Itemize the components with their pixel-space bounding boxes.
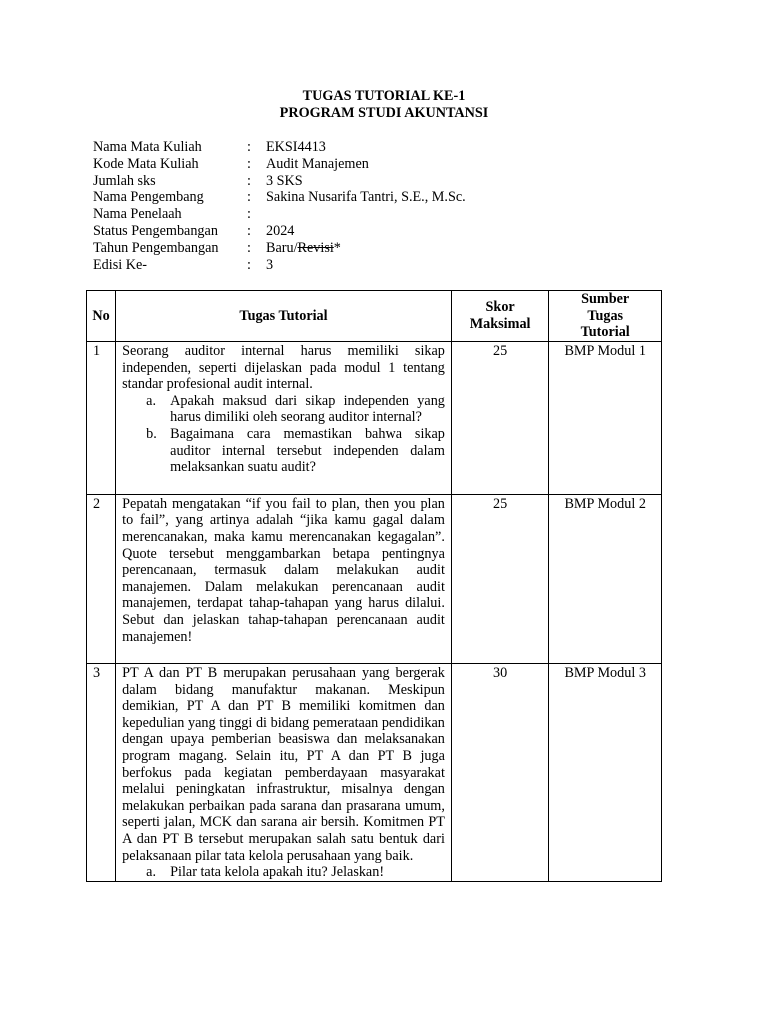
- info-value: Sakina Nusarifa Tantri, S.E., M.Sc.: [266, 189, 466, 206]
- table-row: [87, 494, 662, 663]
- info-value: [266, 240, 466, 257]
- row-number: 2: [87, 494, 116, 663]
- task-question: Pepatah mengatakan “if you fail to plan, then you plan to fail”, yang artinya adalah “jika kamu gagal dalam merencanakan, maka kamu merencanakan kegagalan”. Quote tersebut menggambarkan betapa pentingnya perencanaan, termasuk dalam melakukan audit manajemen. Dalam melakukan perencanaan audit manajemen, terdapat tahap-tahapan yang harus dilalui. Sebut dan jelaskan tahap-tahapan perencanaan audit manajemen!: [122, 495, 445, 645]
- info-value-prefix: Baru/: [266, 239, 298, 256]
- info-label: Nama Penelaah: [93, 206, 182, 223]
- header-score-line: Maksimal: [469, 316, 531, 332]
- task-source: BMP Modul 2: [549, 494, 662, 663]
- task-question: PT A dan PT B merupakan perusahaan yang bergerak dalam bidang manufaktur makanan. Meskipun demikian, PT A dan PT B memiliki komitmen dan kepedulian yang tinggi di bidang pemerataan pendidikan dengan upaya pemberian beasiswa dan melaksanakan program magang. Selain itu, PT A dan PT B juga berfokus pada kegiatan pemberdayaan masyarakat melalui peningkatan infrastruktur, misalnya dengan melakukan perbaikan pada sarana dan prasarana umum, seperti jalan, MCK dan sarana air bersih. Komitmen PT A dan PT B tersebut merupakan salah satu bentuk dari pelaksanaan pilar tata kelola perusahaan yang baik.: [122, 665, 445, 864]
- info-label: Nama Mata Kuliah: [93, 139, 202, 155]
- info-value: Audit Manajemen: [266, 155, 369, 172]
- sub-question-marker: b.: [146, 425, 157, 442]
- info-row: [93, 223, 466, 240]
- info-separator: :: [247, 239, 251, 256]
- task-question: Seorang auditor internal harus memiliki sikap independen, seperti dijelaskan pada modul 1 tentang standar profesional audit internal.: [122, 343, 445, 393]
- info-value: EKSI4413: [266, 139, 326, 155]
- info-separator: :: [247, 189, 251, 206]
- info-label: Nama Pengembang: [93, 189, 204, 206]
- info-value-suffix: *: [333, 239, 341, 256]
- header-task: Tugas Tutorial: [116, 291, 452, 342]
- sub-question: [122, 864, 445, 881]
- max-score: 30: [451, 664, 549, 882]
- info-row: [93, 206, 466, 223]
- info-value: 3 SKS: [266, 172, 303, 189]
- course-info-table: [93, 139, 466, 273]
- sub-question-text: Bagaimana cara memastikan bahwa sikap auditor internal tersebut independen dalam melaksankan suatu audit?: [170, 425, 445, 476]
- sub-question-list: [122, 393, 445, 476]
- header-source-line: Tutorial: [580, 324, 630, 341]
- info-separator: :: [247, 155, 251, 172]
- info-value: 3: [266, 256, 274, 273]
- info-value: [266, 206, 466, 223]
- header-source-line: Tugas: [587, 307, 624, 324]
- document-subtitle: PROGRAM STUDI AKUNTANSI: [279, 105, 489, 121]
- task-source: BMP Modul 3: [549, 664, 662, 882]
- info-value: 2024: [266, 222, 295, 239]
- info-separator: :: [247, 256, 251, 273]
- max-score: 25: [451, 342, 549, 495]
- task-cell: [116, 664, 452, 882]
- sub-question-text: Apakah maksud dari sikap independen yang harus dimiliki oleh seorang auditor internal?: [170, 392, 445, 426]
- info-value-struck: Revisi: [297, 239, 334, 256]
- info-row: [93, 173, 466, 190]
- header-source: [549, 291, 662, 342]
- header-score: [451, 291, 549, 342]
- header-no: No: [87, 291, 116, 342]
- sub-question-text: Pilar tata kelola apakah itu? Jelaskan!: [170, 864, 385, 881]
- task-cell: [116, 342, 452, 495]
- sub-question: [122, 426, 445, 476]
- task-cell: [116, 494, 452, 663]
- header-score-line: Skor: [485, 299, 515, 316]
- max-score: 25: [451, 494, 549, 663]
- info-separator: :: [247, 206, 251, 223]
- document-title: TUGAS TUTORIAL KE-1: [302, 88, 466, 104]
- info-row: [93, 156, 466, 173]
- sub-question: [122, 393, 445, 426]
- header-source-line: Sumber: [581, 291, 630, 308]
- info-row: [93, 139, 466, 156]
- row-number: 1: [87, 342, 116, 495]
- tutorial-tasks-table: [86, 290, 662, 882]
- table-row: [87, 664, 662, 882]
- table-row: [87, 342, 662, 495]
- info-label: Edisi Ke-: [93, 256, 147, 273]
- info-row: [93, 257, 466, 274]
- info-label: Tahun Pengembangan: [93, 239, 219, 256]
- row-number: 3: [87, 664, 116, 882]
- task-source: BMP Modul 1: [549, 342, 662, 495]
- info-separator: :: [247, 222, 251, 239]
- info-row: [93, 189, 466, 206]
- sub-question-marker: a.: [146, 864, 156, 881]
- info-label: Jumlah sks: [93, 172, 156, 189]
- sub-question-marker: a.: [146, 392, 156, 409]
- info-label: Status Pengembangan: [93, 222, 218, 239]
- sub-question-list: [122, 864, 445, 881]
- info-separator: :: [247, 139, 251, 155]
- info-separator: :: [247, 172, 251, 189]
- info-label: Kode Mata Kuliah: [93, 155, 199, 172]
- info-row: [93, 240, 466, 257]
- table-header-row: [87, 291, 662, 342]
